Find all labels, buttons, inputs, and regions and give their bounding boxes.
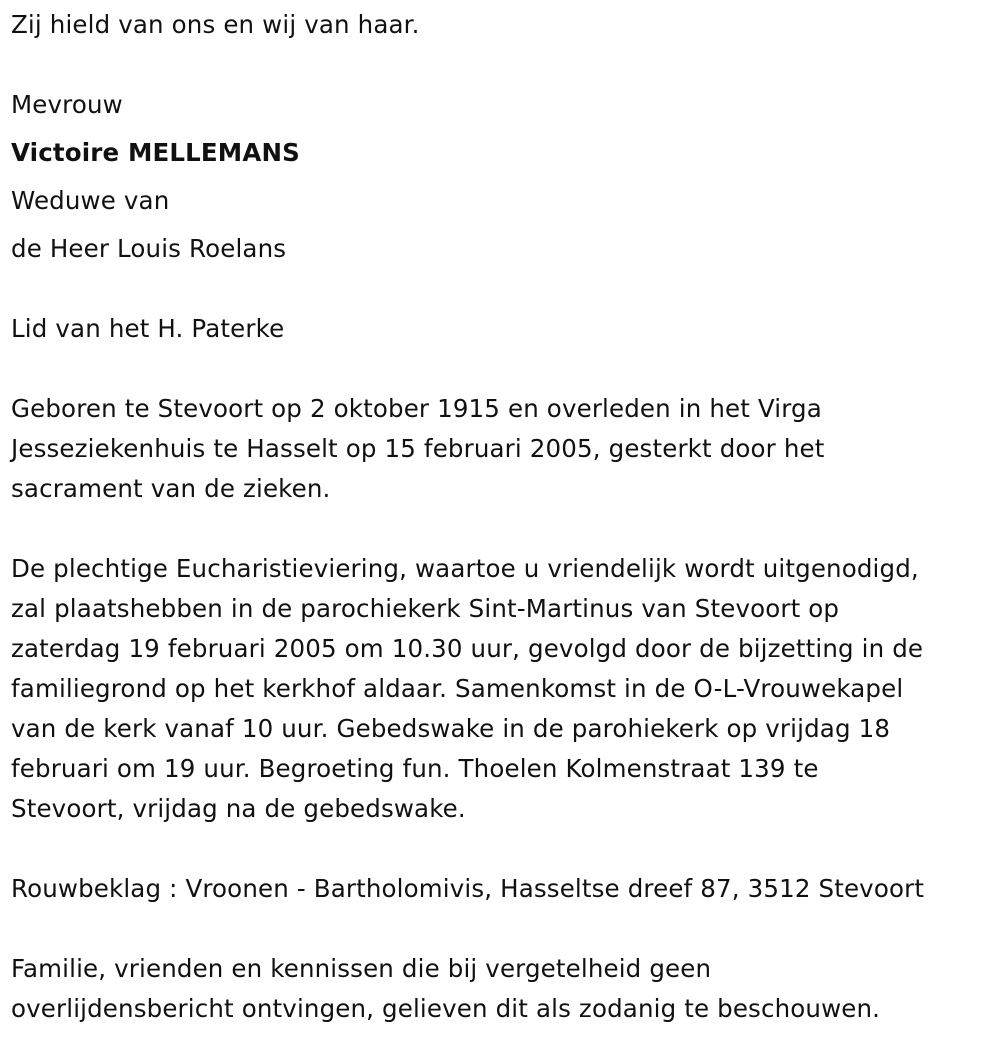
- ceremony-line: familiegrond op het kerkhof aldaar. Samenkomst in de O-L-Vrouwekapel: [11, 674, 904, 703]
- deceased-name: Victoire MELLEMANS: [11, 138, 300, 167]
- condolences-line: Rouwbeklag : Vroonen - Bartholomivis, Hasseltse dreef 87, 3512 Stevoort: [11, 874, 925, 903]
- salutation: Mevrouw: [11, 90, 123, 119]
- ceremony-line: zal plaatshebben in de parochiekerk Sint-Martinus van Stevoort op: [11, 594, 840, 623]
- widow-of-label: Weduwe van: [11, 186, 170, 215]
- birth-death-line: sacrament van de zieken.: [11, 474, 331, 503]
- birth-death-line: Geboren te Stevoort op 2 oktober 1915 en overleden in het Virga: [11, 394, 822, 423]
- ceremony-line: van de kerk vanaf 10 uur. Gebedswake in de parohiekerk op vrijdag 18: [11, 714, 891, 743]
- ceremony-line: Stevoort, vrijdag na de gebedswake.: [11, 794, 466, 823]
- ceremony-line: zaterdag 19 februari 2005 om 10.30 uur, gevolgd door de bijzetting in de: [11, 634, 924, 663]
- spouse-name: de Heer Louis Roelans: [11, 234, 287, 263]
- ceremony-line: De plechtige Eucharistieviering, waartoe u vriendelijk wordt uitgenodigd,: [11, 554, 919, 583]
- condolences-paragraph: [11, 869, 996, 909]
- closing-line: Familie, vrienden en kennissen die bij vergetelheid geen: [11, 954, 712, 983]
- closing-paragraph: [11, 949, 996, 1029]
- membership-line: Lid van het H. Paterke: [11, 314, 285, 343]
- birth-death-line: Jesseziekenhuis te Hasselt op 15 februari 2005, gesterkt door het: [11, 434, 825, 463]
- ceremony-paragraph: [11, 549, 996, 829]
- closing-line: overlijdensbericht ontvingen, gelieven dit als zodanig te beschouwen.: [11, 994, 881, 1023]
- opening-line: Zij hield van ons en wij van haar.: [11, 10, 420, 39]
- birth-death-paragraph: [11, 389, 996, 509]
- ceremony-line: februari om 19 uur. Begroeting fun. Thoelen Kolmenstraat 139 te: [11, 754, 819, 783]
